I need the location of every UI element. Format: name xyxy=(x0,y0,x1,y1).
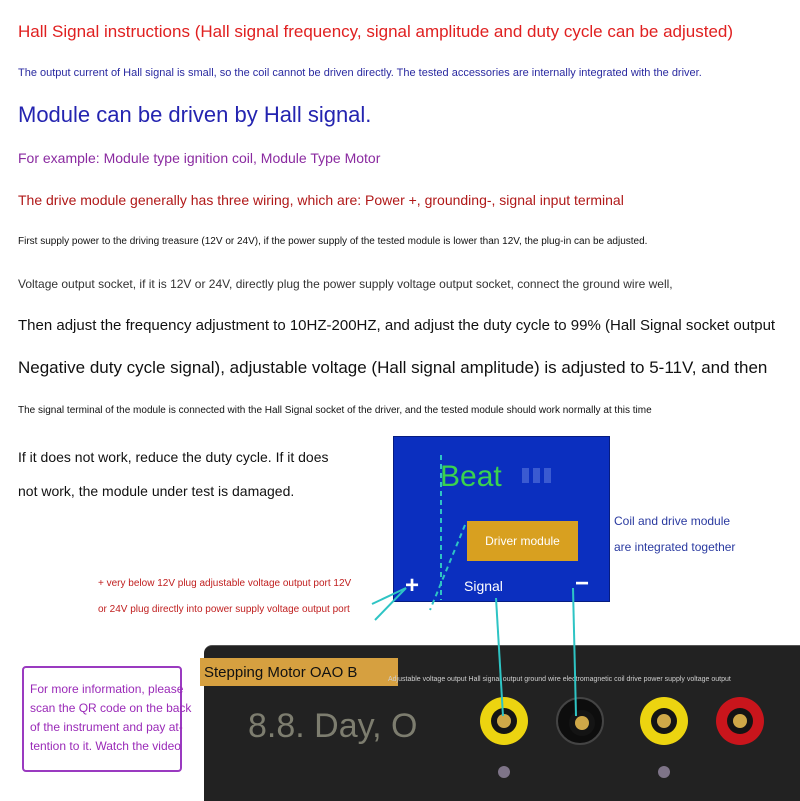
panel-model-label: Stepping Motor OAO B xyxy=(200,658,398,686)
instruction-line-1: First supply power to the driving treasure (12V or 24V), if the power supply of the tested module is lower than 12V, the plug-in can be adjusted. xyxy=(18,236,648,247)
signal-terminal-label: Signal xyxy=(464,578,503,594)
troubleshoot-line-2: not work, the module under test is damaged. xyxy=(18,483,295,499)
segment-display: 8.8. Day, O xyxy=(248,707,418,745)
wiring-line: The drive module generally has three wiring, which are: Power +, grounding-, signal input terminal xyxy=(18,192,624,208)
plus-terminal-label: + xyxy=(405,572,420,599)
coil-note-line-1: Coil and drive module xyxy=(614,514,731,528)
note-output-current: The output current of Hall signal is small, so the coil cannot be driven directly. The tested accessories are internally integrated with the driver. xyxy=(18,67,702,79)
qr-note-line-1: For more information, please xyxy=(30,682,184,696)
instruction-line-5: The signal terminal of the module is connected with the Hall Signal socket of the driver, and the tested module should work normally at this time xyxy=(18,405,652,416)
instruction-line-2: Voltage output socket, if it is 12V or 24V, directly plug the power supply voltage output socket, connect the ground wire well, xyxy=(18,277,673,291)
power-note-line-1: + very below 12V plug adjustable voltage output port 12V xyxy=(98,578,352,589)
terminal-labels: Adjustable voltage output Hall signal output ground wire electromagnetic coil drive power supply voltage output xyxy=(388,676,731,683)
beat-label: Beat xyxy=(440,460,502,493)
heading-module-driven: Module can be driven by Hall signal. xyxy=(18,102,372,127)
instruction-line-3: Then adjust the frequency adjustment to 10HZ-200HZ, and adjust the duty cycle to 99% (Hall Signal socket output xyxy=(18,317,776,334)
qr-note-line-4: tention to it. Watch the video xyxy=(30,739,181,753)
qr-info-box xyxy=(22,666,192,772)
minus-terminal-label: − xyxy=(575,570,590,597)
title-hall-signal-instructions: Hall Signal instructions (Hall signal frequency, signal amplitude and duty cycle can be adjusted) xyxy=(18,22,734,41)
example-line: For example: Module type ignition coil, Module Type Motor xyxy=(18,150,381,166)
qr-note-line-2: scan the QR code on the back xyxy=(30,701,192,715)
instruction-line-4: Negative duty cycle signal), adjustable voltage (Hall signal amplitude) is adjusted to 5-11V, and then xyxy=(18,358,768,377)
qr-note-line-3: of the instrument and pay at- xyxy=(30,720,183,734)
coil-note-line-2: are integrated together xyxy=(614,540,736,554)
driver-module-block: Driver module xyxy=(467,521,578,561)
troubleshoot-line-1: If it does not work, reduce the duty cycle. If it does xyxy=(18,449,329,465)
power-note-line-2: or 24V plug directly into power supply voltage output port xyxy=(98,604,350,615)
